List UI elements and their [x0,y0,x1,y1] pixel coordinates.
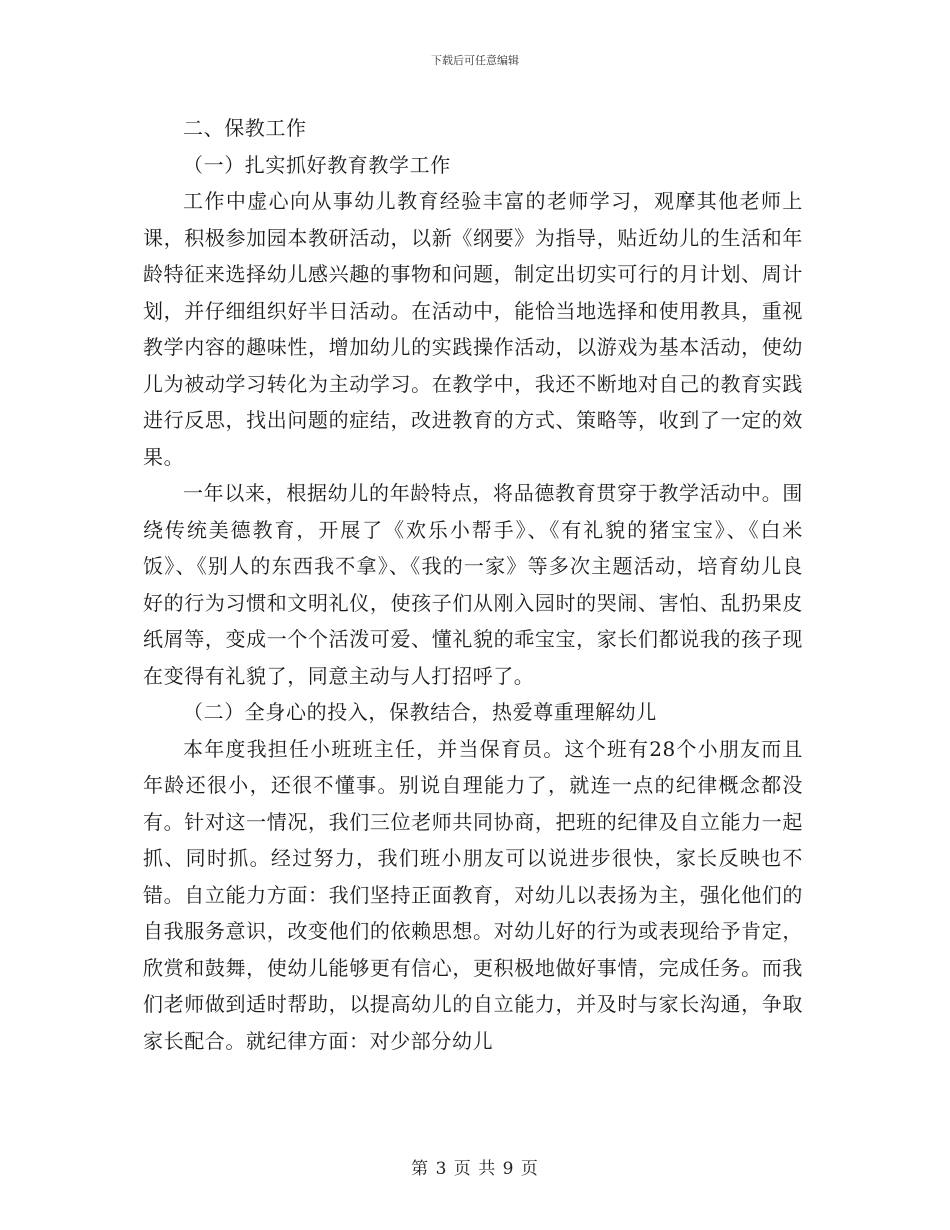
subsection-title-2: （二）全身心的投入，保教结合，热爱尊重理解幼儿 [183,700,657,724]
subsection-title-1: （一）扎实抓好教育教学工作 [183,152,451,177]
page-number: 第 3 页 共 9 页 [411,1159,539,1179]
paragraph-3: 本年度我担任小班班主任，并当保育员。这个班有28个小朋友而且年龄还很小，还很不懂事。别说自理能力了，就连一点的纪律概念都没有。针对这一情况，我们三位老师共同协商，把班的纪律及自立能力一起抓、同时抓。经过努力，我们班小朋友可以说进步很快，家长反映也不错。自立能力方面：我们坚持正面教育，对幼儿以表扬为主，强化他们的自我服务意识，改变他们的依赖思想。对幼儿好的行为或表现给予肯定，欣赏和鼓舞，使幼儿能够更有信心，更积极地做好事情，完成任务。而我们老师做到适时帮助，以提高幼儿的自立能力，并及时与家长沟通，争取家长配合。就纪律方面：对少部分幼儿 [143,736,803,1053]
document-body [143,110,803,1059]
paragraph-1: 工作中虚心向从事幼儿教育经验丰富的老师学习，观摩其他老师上课，积极参加园本教研活动，以新《纲要》为指导，贴近幼儿的生活和年龄特征来选择幼儿感兴趣的事物和问题，制定出切实可行的月计划、周计划，并仔细组织好半日活动。在活动中，能恰当地选择和使用教具，重视教学内容的趣味性，增加幼儿的实践操作活动，以游戏为基本活动，使幼儿为被动学习转化为主动学习。在教学中，我还不断地对自己的教育实践进行反思，找出问题的症结，改进教育的方式、策略等，收到了一定的效果。 [143,189,803,469]
section-title: 二、保教工作 [183,116,307,140]
paragraph-2: 一年以来，根据幼儿的年龄特点，将品德教育贯穿于教学活动中。围绕传统美德教育，开展了《欢乐小帮手》、《有礼貌的猪宝宝》、《白米饭》、《别人的东西我不拿》、《我的一家》等多次主题活动，培育幼儿良好的行为习惯和文明礼仪，使孩子们从刚入园时的哭闹、害怕、乱扔果皮纸屑等，变成一个个活泼可爱、懂礼貌的乖宝宝，家长们都说我的孩子现在变得有礼貌了，同意主动与人打招呼了。 [143,481,803,688]
page-header-note: 下载后可任意编辑 [431,54,519,67]
